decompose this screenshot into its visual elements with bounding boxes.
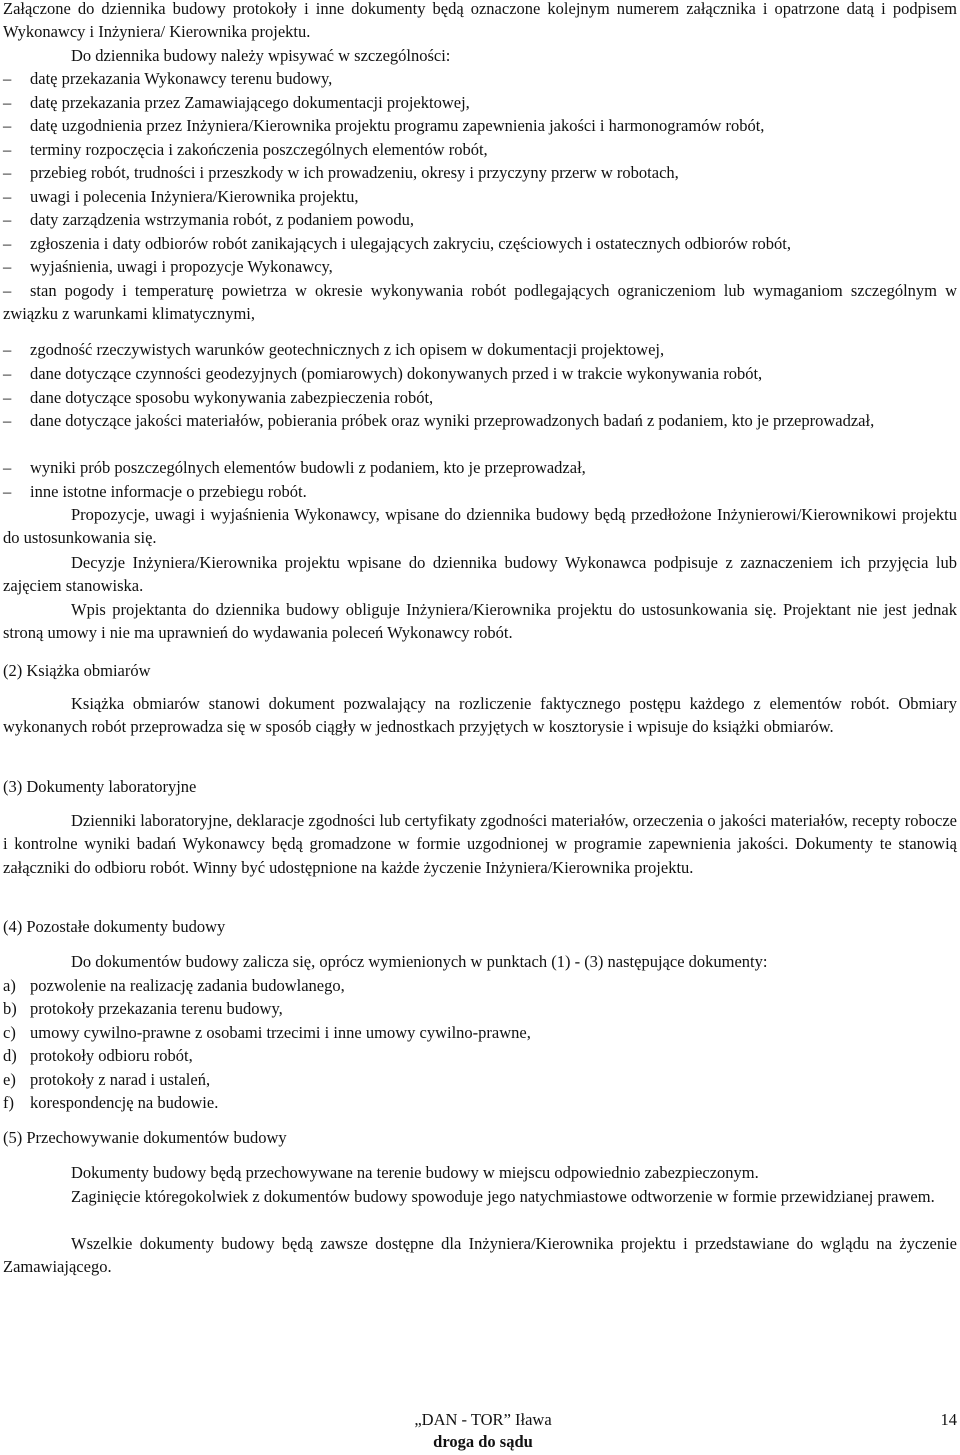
- designer-entry-paragraph: Wpis projektanta do dziennika budowy obliguje Inżyniera/Kierownika projektu do ustosunkowania się. Projektant nie jest jednak stroną umowy i nie ma uprawnień do wydawania poleceń Wykonawcy robót.: [3, 600, 957, 643]
- list-item: a) pozwolenie na realizację zadania budowlanego,: [3, 974, 345, 997]
- list-marker: e): [3, 1070, 16, 1089]
- list-marker: –: [3, 340, 12, 359]
- list-item: – dane dotyczące sposobu wykonywania zabezpieczenia robót,: [3, 386, 957, 409]
- list-marker: –: [3, 257, 12, 276]
- list-item: – datę uzgodnienia przez Inżyniera/Kierownika projektu programu zapewnienia jakości i harmonogramów robót,: [3, 114, 957, 137]
- section-text: Zaginięcie któregokolwiek z dokumentów budowy spowoduje jego natychmiastowe odtworzenie w formie przewidzianej prawem.: [71, 1187, 935, 1206]
- list-item: – daty zarządzenia wstrzymania robót, z podaniem powodu,: [3, 208, 957, 231]
- list-marker: –: [3, 388, 12, 407]
- list-item: d) protokoły odbioru robót,: [3, 1044, 193, 1067]
- section-heading: (3) Dokumenty laboratoryjne: [3, 777, 197, 796]
- list-item: – stan pogody i temperaturę powietrza w okresie wykonywania robót podlegających ograniczeniom lub wymaganiom szczególnym w związku z warunkami klimatycznymi,: [3, 281, 957, 324]
- list-item: – dane dotyczące jakości materiałów, pobierania próbek oraz wyniki przeprowadzonych badań z podaniem, kto je przeprowadzał,: [3, 409, 957, 432]
- list-marker: –: [3, 234, 12, 253]
- list-item: – wyjaśnienia, uwagi i propozycje Wykonawcy,: [3, 255, 957, 278]
- list-item: – terminy rozpoczęcia i zakończenia poszczególnych elementów robót,: [3, 138, 957, 161]
- section-text: Dokumenty budowy będą przechowywane na terenie budowy w miejscu odpowiednio zabezpieczonym.: [71, 1163, 759, 1182]
- list-item: – wyniki prób poszczególnych elementów budowli z podaniem, kto je przeprowadzał,: [3, 456, 957, 479]
- section-heading: (4) Pozostałe dokumenty budowy: [3, 917, 226, 936]
- page-number: 14: [940, 1410, 957, 1429]
- list-item: b) protokoły przekazania terenu budowy,: [3, 997, 283, 1020]
- list-marker: –: [3, 116, 12, 135]
- list-marker: –: [3, 482, 12, 501]
- list-item: – dane dotyczące czynności geodezyjnych (pomiarowych) dokonywanych przed i w trakcie wykonywania robót,: [3, 362, 957, 385]
- list-marker: –: [3, 210, 12, 229]
- list-item: – datę przekazania przez Zamawiającego dokumentacji projektowej,: [3, 91, 957, 114]
- proposals-paragraph: Propozycje, uwagi i wyjaśnienia Wykonawcy, wpisane do dziennika budowy będą przedłożone Inżynierowi/Kierownikowi projektu do ustosunkowania się.: [3, 505, 957, 548]
- section-text: Dzienniki laboratoryjne, deklaracje zgodności lub certyfikaty zgodności materiałów, orzeczenia o jakości materiałów, recepty robocze i kontrolne wyniki badań Wykonawcy będą gromadzone w formie uzgodnionej w programie zapewnienia jakości. Dokumenty te stanowią załączniki do odbioru robót. Winny być udostępnione na każde życzenie Inżyniera/Kierownika projektu.: [3, 811, 957, 877]
- list-marker: –: [3, 163, 12, 182]
- list-marker: b): [3, 999, 17, 1018]
- list-marker: d): [3, 1046, 17, 1065]
- section-text: Książka obmiarów stanowi dokument pozwalający na rozliczenie faktycznego postępu każdego z elementów robót. Obmiary wykonanych robót przeprowadza się w sposób ciągły w jednostkach przyjętych w kosztorysie i wpisuje do książki obmiarów.: [3, 694, 957, 737]
- list-item: – datę przekazania Wykonawcy terenu budowy,: [3, 67, 957, 90]
- section-text: Do dokumentów budowy zalicza się, oprócz wymienionych w punktach (1) - (3) następujące dokumenty:: [71, 952, 768, 971]
- decisions-paragraph: Decyzje Inżyniera/Kierownika projektu wpisane do dziennika budowy Wykonawca podpisuje z zaznaczeniem ich przyjęcia lub zajęciem stanowiska.: [3, 553, 957, 596]
- list-item: – przebieg robót, trudności i przeszkody w ich prowadzeniu, okresy i przyczyny przerw w robotach,: [3, 161, 957, 184]
- list-marker: –: [3, 411, 12, 430]
- list-marker: –: [3, 69, 12, 88]
- list-marker: c): [3, 1023, 16, 1042]
- intro-paragraph: Załączone do dziennika budowy protokoły i inne dokumenty będą oznaczone kolejnym numerem załącznika i opatrzone datą i podpisem Wykonawcy i Inżyniera/ Kierownika projektu.: [3, 0, 957, 42]
- footer-subtitle: droga do sądu: [433, 1432, 533, 1451]
- section-heading: (5) Przechowywanie dokumentów budowy: [3, 1128, 287, 1147]
- list-marker: –: [3, 140, 12, 159]
- section-heading: (2) Książka obmiarów: [3, 661, 151, 680]
- list-marker: –: [3, 281, 12, 300]
- list-item: – zgłoszenia i daty odbiorów robót zanikających i ulegających zakryciu, częściowych i ostatecznych odbiorów robót,: [3, 232, 957, 255]
- list-item: – inne istotne informacje o przebiegu robót.: [3, 480, 957, 503]
- section-text: Wszelkie dokumenty budowy będą zawsze dostępne dla Inżyniera/Kierownika projektu i przedstawiane do wglądu na życzenie Zamawiającego.: [3, 1234, 957, 1277]
- list-marker: f): [3, 1093, 14, 1112]
- list-marker: a): [3, 976, 16, 995]
- list-item: – zgodność rzeczywistych warunków geotechnicznych z ich opisem w dokumentacji projektowej,: [3, 338, 957, 361]
- list-marker: –: [3, 364, 12, 383]
- footer-company: „DAN - TOR” Iława: [414, 1410, 552, 1429]
- diary-list-intro: Do dziennika budowy należy wpisywać w szczególności:: [71, 46, 451, 65]
- list-marker: –: [3, 187, 12, 206]
- list-item: e) protokoły z narad i ustaleń,: [3, 1068, 210, 1091]
- list-marker: –: [3, 93, 12, 112]
- list-item: – uwagi i polecenia Inżyniera/Kierownika projektu,: [3, 185, 957, 208]
- list-item: c) umowy cywilno-prawne z osobami trzecimi i inne umowy cywilno-prawne,: [3, 1021, 531, 1044]
- list-marker: –: [3, 458, 12, 477]
- list-item: f) korespondencję na budowie.: [3, 1091, 218, 1114]
